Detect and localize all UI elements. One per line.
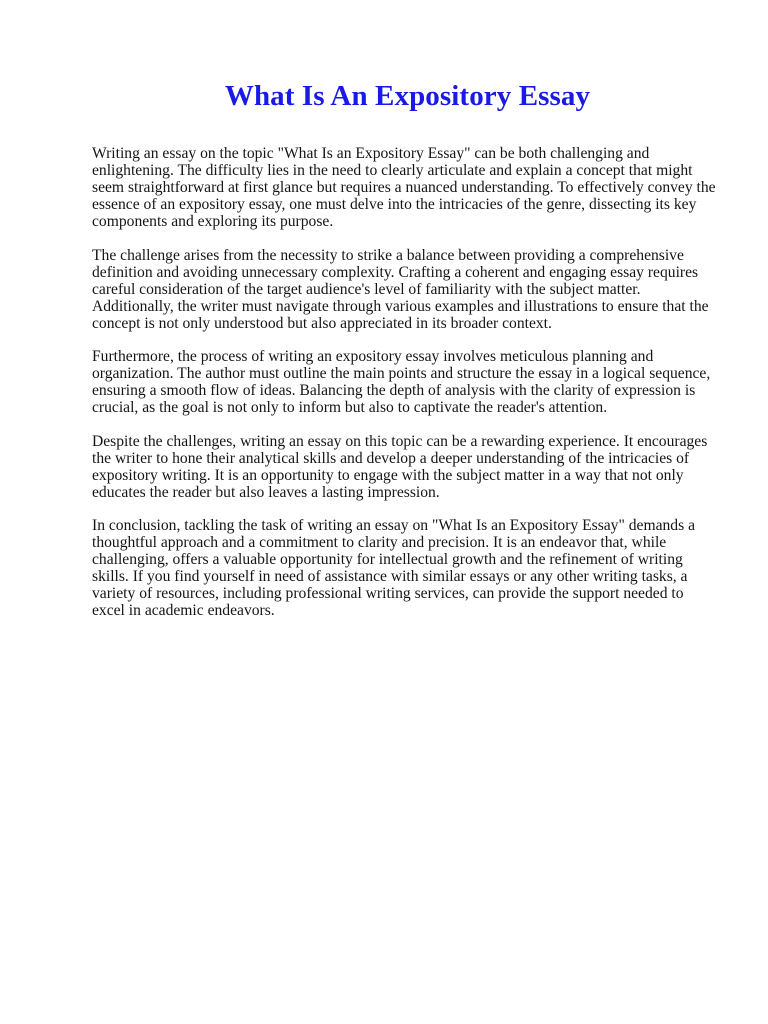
document-title: What Is An Expository Essay [224,80,591,112]
paragraph-4: Despite the challenges, writing an essay on this topic can be a rewarding experience. It encourages the writer to hone their analytical skills and develop a deeper understanding of the intricacies of expository writing. It is an opportunity to engage with the subject matter in a way that not only educates the reader but also leaves a lasting impression. [92,432,708,501]
paragraph-1: Writing an essay on the topic "What Is an Expository Essay" can be both challenging and enlightening. The difficulty lies in the need to clearly articulate and explain a concept that might seem straightforward at first glance but requires a nuanced understanding. To effectively convey the essence of an expository essay, one must delve into the intricacies of the genre, dissecting its key components and exploring its purpose. [92,145,716,230]
paragraph-5: In conclusion, tackling the task of writing an essay on "What Is an Expository Essay" demands a thoughtful approach and a commitment to clarity and precision. It is an endeavor that, while challenging, offers a valuable opportunity for intellectual growth and the refinement of writing skills. If you find yourself in need of assistance with similar essays or any other writing tasks, a variety of resources, including professional writing services, can provide the support needed to excel in academic endeavors. [92,517,695,619]
paragraph-2: The challenge arises from the necessity to strike a balance between providing a comprehensive definition and avoiding unnecessary complexity. Crafting a coherent and engaging essay requires careful consideration of the target audience's level of familiarity with the subject matter. Additionally, the writer must navigate through various examples and illustrations to ensure that the concept is not only understood but also appreciated in its broader context. [92,246,709,332]
paragraph-3: Furthermore, the process of writing an expository essay involves meticulous planning and organization. The author must outline the main points and structure the essay in a logical sequence, ensuring a smooth flow of ideas. Balancing the depth of analysis with the clarity of expression is crucial, as the goal is not only to inform but also to captivate the reader's attention. [92,348,711,416]
document-body [92,145,720,636]
